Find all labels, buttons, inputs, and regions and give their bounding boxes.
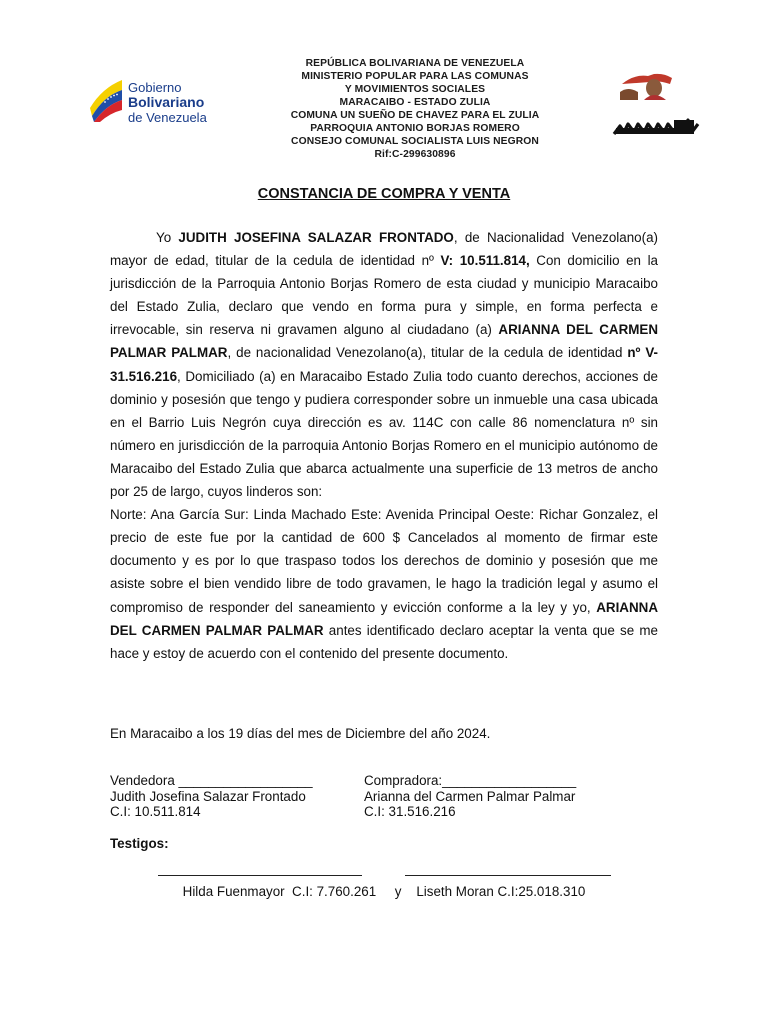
buyer-id: nº V- 31.516.216 — [110, 345, 658, 384]
seller-name: JUDITH JOSEFINA SALAZAR FRONTADO — [178, 230, 454, 245]
seller-label: Vendedora __________________ — [110, 773, 313, 788]
paragraph-boundaries — [110, 503, 658, 665]
seller-full-name: Judith Josefina Salazar Frontado — [110, 788, 306, 804]
date-line: En Maracaibo a los 19 días del mes de Diciembre del año 2024. — [110, 726, 491, 741]
body-text: antes identificado declaro aceptar la venta que se me hace y estoy de acuerdo con el contenido del presente documento. — [110, 622, 658, 661]
buyer-signature-block — [364, 773, 576, 820]
buyer-name: ARIANNA DEL CARMEN PALMAR PALMAR — [110, 599, 658, 638]
header-line: CONSEJO COMUNAL SOCIALISTA LUIS NEGRON — [291, 136, 539, 147]
document-body — [110, 226, 658, 665]
body-text: , de Nacionalidad Venezolano(a) mayor de edad, titular de la cedula de identidad nº — [110, 230, 658, 269]
logo-text — [128, 80, 207, 125]
header-line: PARROQUIA ANTONIO BORJAS ROMERO — [310, 123, 520, 134]
buyer-full-name: Arianna del Carmen Palmar Palmar — [364, 788, 576, 804]
seller-ci: C.I: 10.511.814 — [110, 804, 201, 819]
venezuela-flag-icon — [88, 78, 124, 122]
stamp-logo — [612, 114, 700, 140]
witnesses-label: Testigos: — [110, 836, 169, 851]
logo-line-1: Gobierno — [128, 80, 182, 95]
document-title: CONSTANCIA DE COMPRA Y VENTA — [257, 186, 511, 202]
seller-signature-block — [110, 773, 313, 820]
logo-line-3: de Venezuela — [128, 110, 207, 125]
seller-id: V: 10.511.814, — [440, 253, 530, 269]
body-text: Yo — [156, 230, 179, 245]
header-line: Rif:C-299630896 — [374, 149, 456, 160]
body-text: Norte: Ana García Sur: Linda Machado Este: Avenida Principal Oeste: Richar Gonzalez, el precio de este fue por la cantidad de 600 $ Cancelados al momento de firmar este documento y es por lo que traspaso todos los derechos de dominio y posesión que me asiste sobre el bien vendido libre de todo gravamen, le hago la tradición legal y asumo el compromiso de responder del saneamiento y evicción conforme a la ley y yo, — [110, 507, 658, 615]
header-line: COMUNA UN SUEÑO DE CHAVEZ PARA EL ZULIA — [290, 110, 540, 121]
body-text: , de nacionalidad Venezolano(a), titular de la cedula de identidad — [227, 345, 628, 361]
government-logo — [88, 74, 223, 126]
witness-signature-line — [405, 875, 611, 876]
document-header — [262, 57, 568, 161]
witness-signature-line — [158, 875, 362, 876]
body-text: , Domiciliado (a) en Maracaibo Estado Zulia todo cuanto derechos, acciones de dominio y posesión que tengo y pudiera corresponder sobre un inmueble una casa ubicada en el Barrio Luis Negrón cuya dirección es av. 114C con calle 86 nomenclatura nº sin número en jurisdicción de la parroquia Antonio Borjas Romero en el municipio autónomo de Maracaibo del Estado Zulia que abarca actualmente una superficie de 13 metros de ancho por 25 de largo, cuyos linderos son: — [110, 368, 658, 500]
buyer-label: Compradora:__________________ — [364, 773, 577, 788]
header-line: MARACAIBO - ESTADO ZULIA — [339, 97, 491, 108]
paragraph-sale-declaration — [110, 226, 658, 503]
witness-names: Hilda Fuenmayor C.I: 7.760.261 y Liseth Moran C.I:25.018.310 — [182, 884, 586, 899]
logo-line-2: Bolivariano — [128, 94, 205, 110]
body-text: Con domicilio en la jurisdicción de la Parroquia Antonio Borjas Romero de esta ciudad y municipio Maracaibo del Estado Zulia, declaro que vendo en forma pura y simple, en forma perfecta e irrevocable, sin reserva ni gravamen alguno al ciudadano (a) — [110, 253, 658, 338]
header-line: Y MOVIMIENTOS SOCIALES — [344, 84, 486, 95]
header-line: REPÚBLICA BOLIVARIANA DE VENEZUELA — [305, 58, 525, 69]
portrait-image — [614, 70, 676, 100]
buyer-name: ARIANNA DEL CARMEN PALMAR PALMAR — [110, 322, 658, 361]
buyer-ci: C.I: 31.516.216 — [364, 804, 456, 819]
header-line: MINISTERIO POPULAR PARA LAS COMUNAS — [301, 71, 529, 82]
